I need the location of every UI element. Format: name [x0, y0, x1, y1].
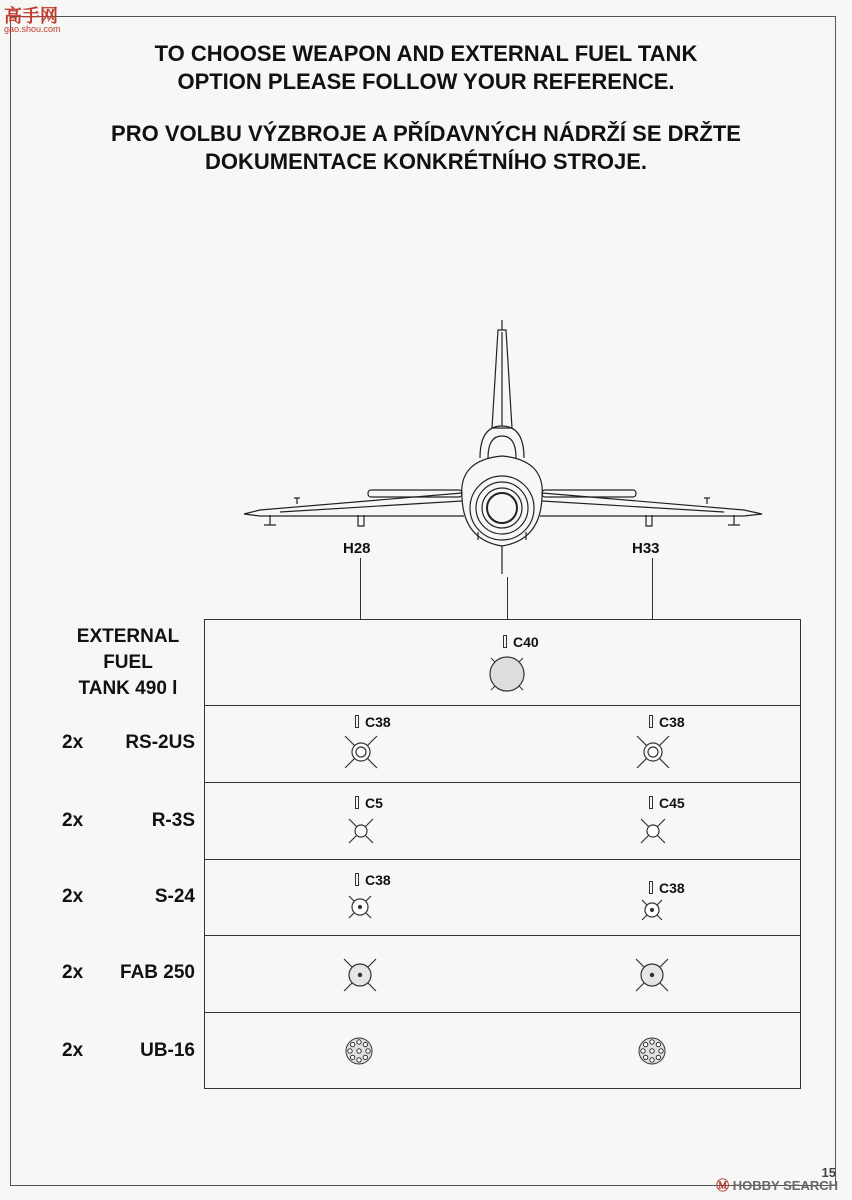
bomb-icon — [633, 956, 671, 994]
table-row-fuel-tank — [205, 620, 800, 706]
weapon-name: RS-2US — [125, 732, 195, 753]
table-row-r3s — [205, 783, 800, 860]
part-number: C38 — [355, 872, 391, 888]
weapon-name: FAB 250 — [120, 962, 195, 983]
fuel-tank-icon — [487, 654, 527, 694]
weapon-qty: 2x — [62, 732, 84, 753]
pylon-label-right: H33 — [632, 540, 660, 557]
part-number: C40 — [503, 634, 539, 650]
part-number: C5 — [355, 795, 383, 811]
pylon-label-left: H28 — [343, 540, 371, 557]
hobby-search-watermark: Ⓜ HOBBY SEARCH — [716, 1178, 838, 1193]
table-row-rs2us — [205, 706, 800, 783]
aircraft-front-view — [240, 318, 770, 578]
weapon-qty: 2x — [62, 962, 84, 983]
leader-line-right — [652, 558, 653, 620]
table-row-s24 — [205, 860, 800, 936]
watermark-site: gao.shou.com — [4, 24, 61, 34]
missile-large-icon — [633, 732, 673, 772]
weapon-name: S-24 — [154, 886, 195, 907]
part-number: C38 — [649, 880, 685, 896]
heading-czech: PRO VOLBU VÝZBROJE A PŘÍDAVNÝCH NÁDRŽÍ SE DRŽTE DOKUMENTACE KONKRÉTNÍHO STROJE. — [111, 121, 741, 174]
missile-large-icon — [341, 732, 381, 772]
part-number: C38 — [649, 714, 685, 730]
missile-small-icon — [345, 815, 377, 847]
weapon-qty: 2x — [62, 810, 84, 831]
heading-english: TO CHOOSE WEAPON AND EXTERNAL FUEL TANK OPTION PLEASE FOLLOW YOUR REFERENCE. — [154, 41, 698, 94]
leader-line-left — [360, 558, 361, 620]
rocket-pod-icon — [636, 1035, 668, 1067]
watermark-logo: 高手网 — [4, 6, 58, 26]
weapon-name: UB-16 — [140, 1040, 195, 1061]
weapon-qty: 2x — [62, 886, 84, 907]
weapon-options-table — [204, 619, 801, 1089]
missile-small-icon — [637, 815, 669, 847]
rocket-icon — [345, 892, 375, 922]
fuel-tank-label: EXTERNAL FUEL TANK 490 l — [76, 626, 180, 699]
table-row-ub16 — [205, 1013, 800, 1090]
table-row-fab250 — [205, 936, 800, 1013]
page-number: 15 — [821, 1165, 836, 1180]
rocket-icon — [638, 896, 666, 924]
weapon-qty: 2x — [62, 1040, 84, 1061]
leader-line-center — [507, 577, 508, 620]
part-number: C45 — [649, 795, 685, 811]
part-number: C38 — [355, 714, 391, 730]
weapon-name: R-3S — [151, 810, 195, 831]
rocket-pod-icon — [343, 1035, 375, 1067]
bomb-icon — [341, 956, 379, 994]
